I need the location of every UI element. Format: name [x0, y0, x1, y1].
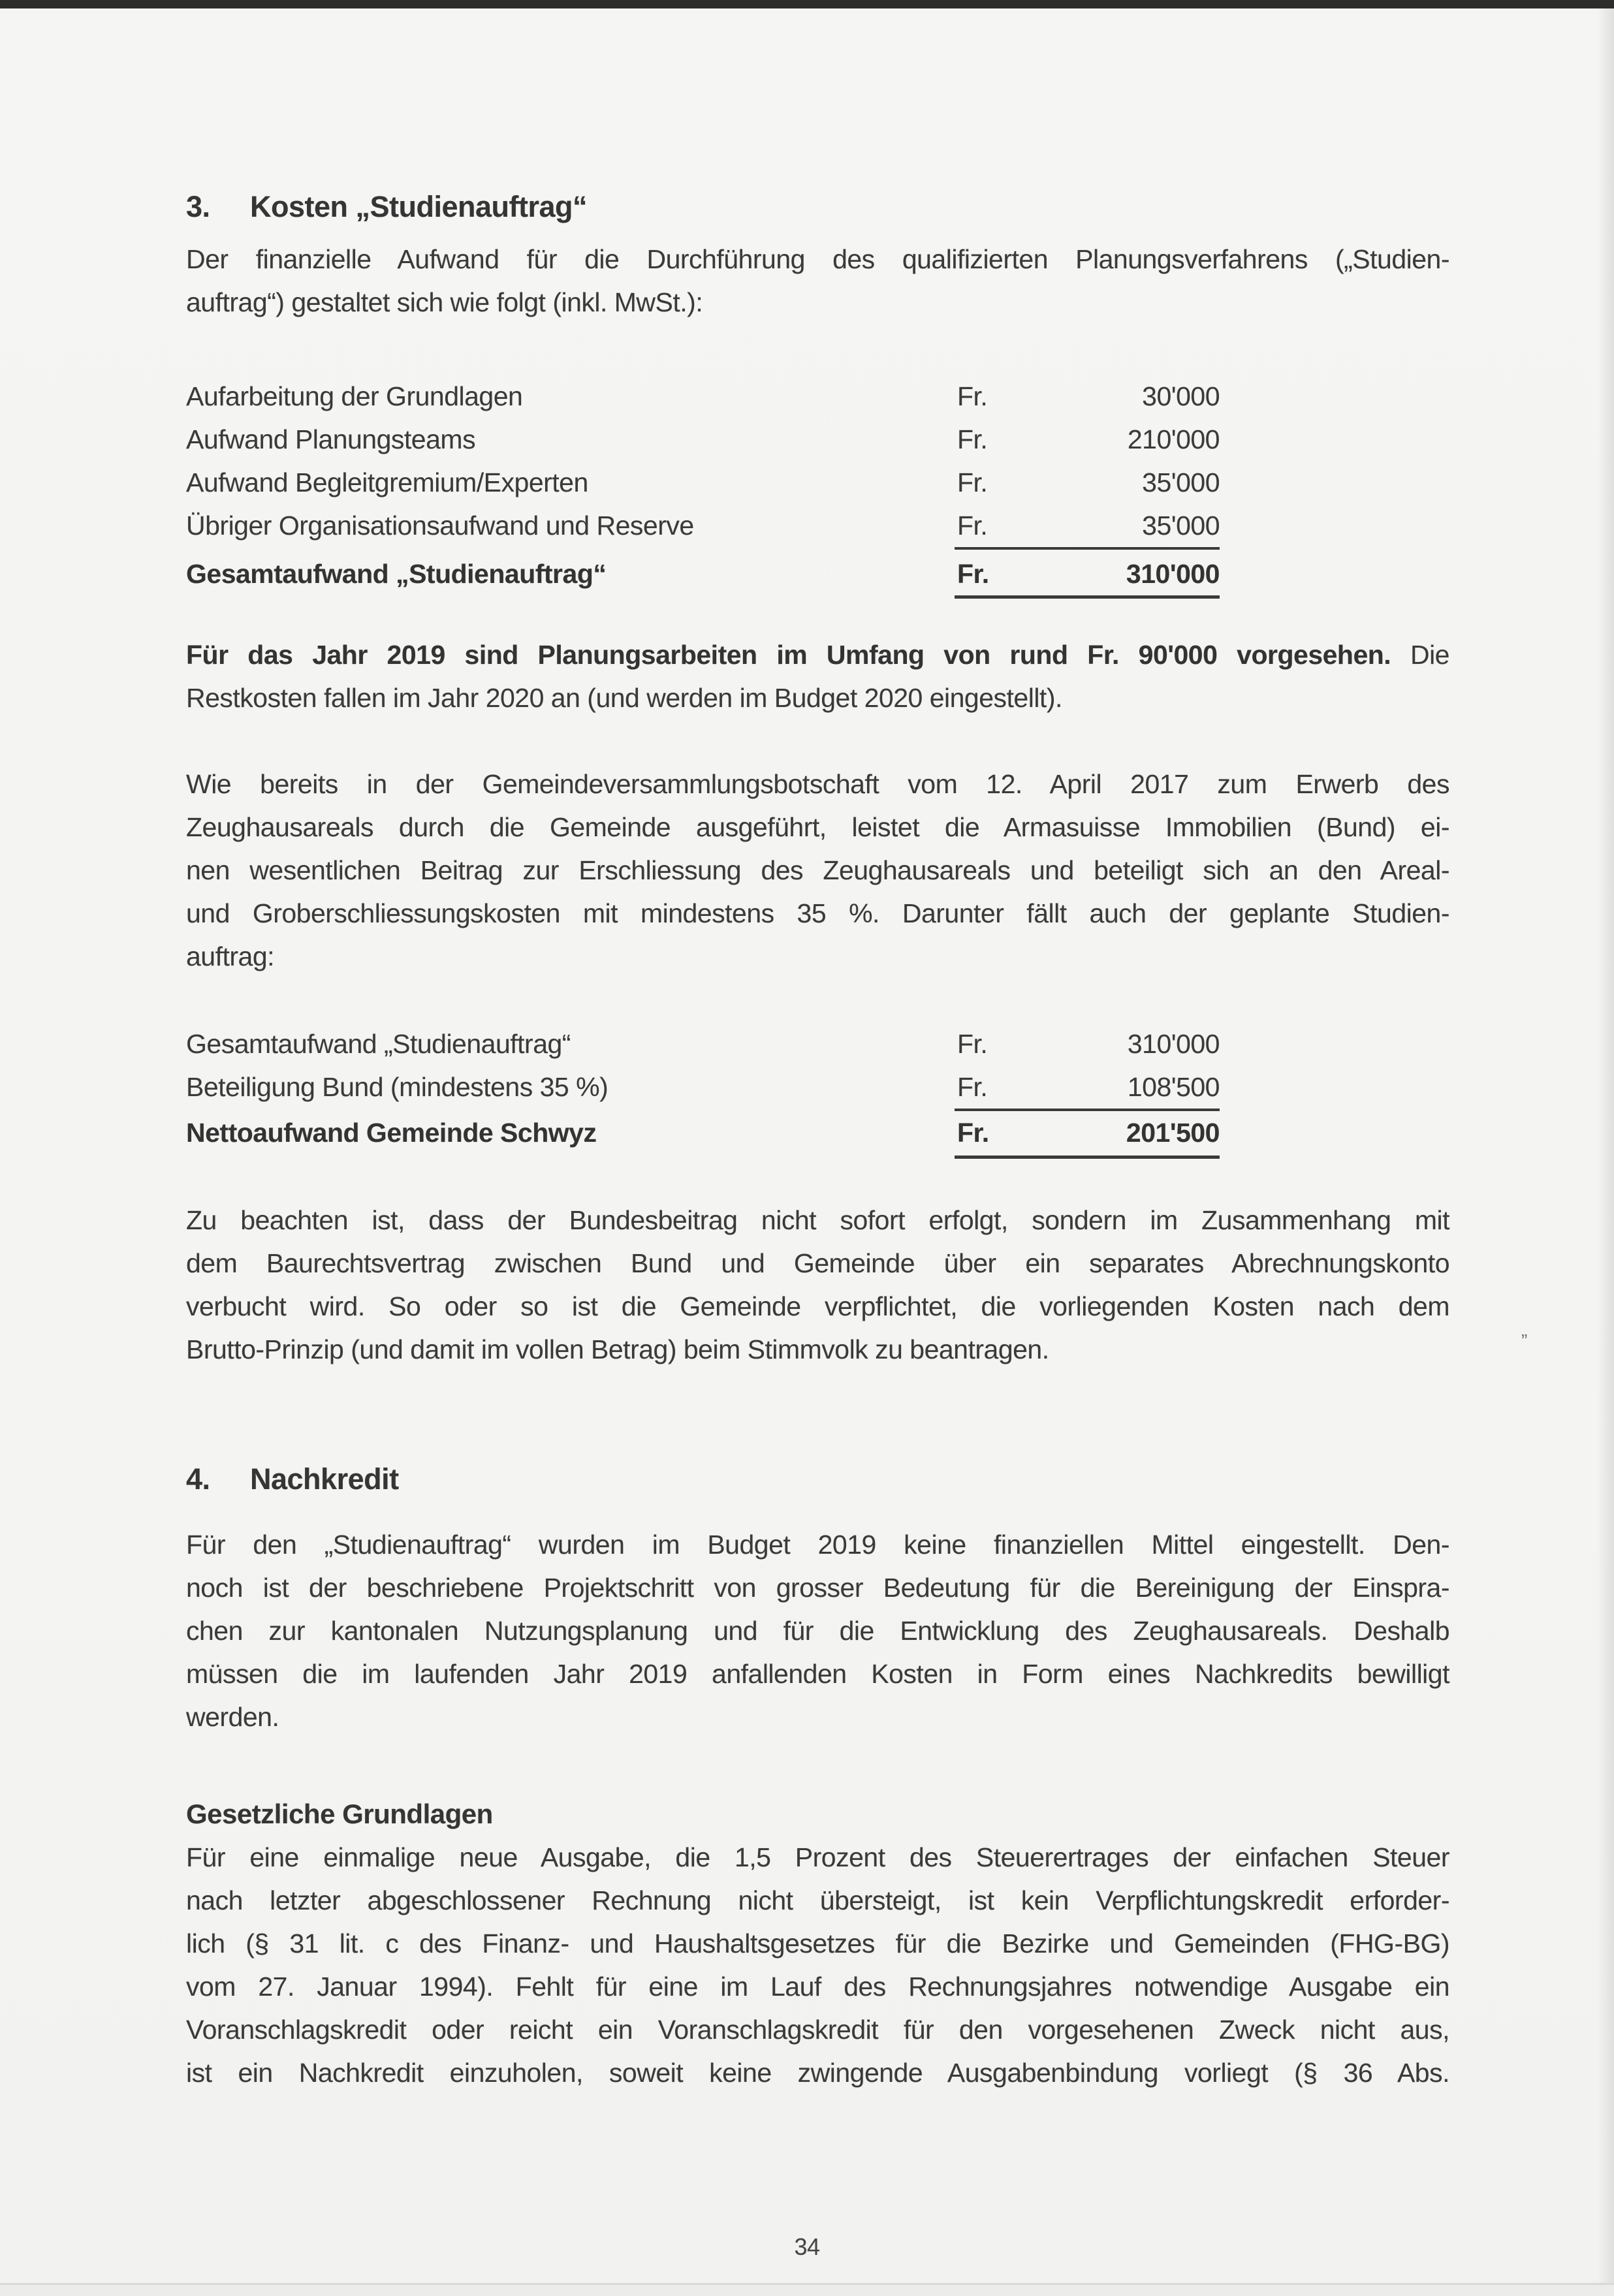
section-4-heading [186, 1458, 1449, 1501]
cost-label: Gesamtaufwand „Studienauftrag“ [186, 559, 607, 589]
cost-amount: 108'500 [1127, 1072, 1220, 1102]
cost-table-row [186, 504, 1220, 547]
paragraph-budget-note [186, 633, 1449, 719]
currency-label: Fr. [957, 511, 988, 541]
paragraph-nachkredit [186, 1523, 1449, 1738]
scan-edge-bottom-shade [0, 2283, 1614, 2296]
paragraph-nachkredit-line: müssen die im laufenden Jahr 2019 anfallenden Kosten in Form eines Nachkredits bewilligt [186, 1659, 1449, 1689]
page-number: 34 [794, 2233, 820, 2260]
paragraph-legal-basis-line: lich (§ 31 lit. c des Finanz- und Haushaltsgesetzes für die Bezirke und Gemeinden (FHG-BG) [186, 1928, 1449, 1958]
budget-note-tail: Die [1410, 640, 1449, 670]
currency-label: Fr. [957, 1029, 988, 1059]
paragraph-armasuisse-line: und Groberschliessungskosten mit mindestens 35 %. Darunter fällt auch der geplante Studien- [186, 898, 1449, 928]
paragraph-legal-basis-line: vom 27. Januar 1994). Fehlt für eine im Lauf des Rechnungsjahres notwendige Ausgabe ein [186, 1972, 1449, 2002]
cost-table-row [186, 418, 1220, 461]
total-rule [955, 595, 1220, 599]
section-3-title: Kosten „Studienauftrag“ [250, 190, 588, 223]
net-cost-table-row [186, 1022, 1220, 1065]
paragraph-nachkredit-line: chen zur kantonalen Nutzungsplanung und für die Entwicklung des Zeughausareals. Deshalb [186, 1616, 1449, 1646]
currency-label: Fr. [957, 381, 988, 411]
cost-label: Übriger Organisationsaufwand und Reserve [186, 511, 694, 541]
paragraph-armasuisse-line: Zeughausareals durch die Gemeinde ausgeführt, leistet die Armasuisse Immobilien (Bund) ei- [186, 812, 1449, 842]
cost-amount: 201'500 [1126, 1118, 1220, 1148]
subtotal-rule [955, 547, 1220, 550]
currency-label: Fr. [957, 1072, 988, 1102]
cost-label: Aufwand Begleitgremium/Experten [186, 467, 588, 497]
net-cost-table-total-row [186, 1111, 1220, 1154]
currency-label: Fr. [957, 559, 989, 589]
cost-amount: 210'000 [1127, 424, 1220, 454]
paragraph-legal-basis-line: Voranschlagskredit oder reicht ein Voranschlagskredit für den vorgesehenen Zweck nicht aus, [186, 2015, 1449, 2045]
total-rule [955, 1156, 1220, 1159]
cost-amount: 30'000 [1142, 381, 1220, 411]
cost-amount: 310'000 [1127, 1029, 1220, 1059]
cost-label: Beteiligung Bund (mindestens 35 %) [186, 1072, 609, 1102]
scan-speck-artifact: ” [1521, 1330, 1528, 1351]
cost-label: Aufarbeitung der Grundlagen [186, 381, 523, 411]
cost-label: Gesamtaufwand „Studienauftrag“ [186, 1029, 571, 1059]
paragraph-armasuisse-line: auftrag: [186, 941, 275, 971]
paragraph-legal-basis [186, 1836, 1449, 2094]
cost-table-row [186, 375, 1220, 418]
paragraph-brutto-prinzip [186, 1199, 1449, 1371]
cost-table-row [186, 461, 1220, 504]
legal-basis-heading: Gesetzliche Grundlagen [186, 1799, 493, 1829]
paragraph-armasuisse-line: Wie bereits in der Gemeindeversammlungsbotschaft vom 12. April 2017 zum Erwerb des [186, 769, 1449, 799]
cost-label: Aufwand Planungsteams [186, 424, 476, 454]
section-3-number: 3. [186, 190, 210, 223]
currency-label: Fr. [957, 1118, 989, 1148]
cost-amount: 310'000 [1126, 559, 1220, 589]
section-4-number: 4. [186, 1462, 210, 1496]
cost-table-total-row [186, 552, 1220, 595]
scan-edge-right-shade [1597, 8, 1614, 2283]
paragraph-budget-note-line: Restkosten fallen im Jahr 2020 an (und werden im Budget 2020 eingestellt). [186, 683, 1062, 713]
paragraph-armasuisse-line: nen wesentlichen Beitrag zur Erschliessung des Zeughausareals und beteiligt sich an den Areal- [186, 855, 1449, 885]
section-4-title: Nachkredit [250, 1462, 399, 1496]
paragraph-nachkredit-line: noch ist der beschriebene Projektschritt von grosser Bedeutung für die Bereinigung der Einspra- [186, 1573, 1449, 1603]
net-cost-table-row [186, 1065, 1220, 1109]
paragraph-intro [186, 238, 1449, 324]
paragraph-armasuisse [186, 763, 1449, 978]
currency-label: Fr. [957, 424, 988, 454]
paragraph-intro-line: Der finanzielle Aufwand für die Durchführung des qualifizierten Planungsverfahrens („Studien- [186, 244, 1449, 274]
paragraph-brutto-prinzip-line: Zu beachten ist, dass der Bundesbeitrag nicht sofort erfolgt, sondern im Zusammenhang mit [186, 1205, 1449, 1235]
paragraph-brutto-prinzip-line: Brutto-Prinzip (und damit im vollen Betrag) beim Stimmvolk zu beantragen. [186, 1334, 1049, 1364]
paragraph-intro-line: auftrag“) gestaltet sich wie folgt (inkl. MwSt.): [186, 287, 703, 317]
paragraph-legal-basis-line: ist ein Nachkredit einzuholen, soweit keine zwingende Ausgabenbindung vorliegt (§ 36 Abs. [186, 2058, 1449, 2088]
paragraph-legal-basis-line: Für eine einmalige neue Ausgabe, die 1,5 Prozent des Steuerertrages der einfachen Steuer [186, 1842, 1449, 1872]
paragraph-brutto-prinzip-line: verbucht wird. So oder so ist die Gemeinde verpflichtet, die vorliegenden Kosten nach dem [186, 1291, 1449, 1321]
budget-note-bold: Für das Jahr 2019 sind Planungsarbeiten im Umfang von rund Fr. 90'000 vorgesehen. [186, 640, 1391, 670]
cost-amount: 35'000 [1142, 467, 1220, 497]
paragraph-budget-note-line [186, 633, 1449, 676]
currency-label: Fr. [957, 467, 988, 497]
scan-edge-top-bar [0, 0, 1614, 8]
cost-amount: 35'000 [1142, 511, 1220, 541]
paragraph-brutto-prinzip-line: dem Baurechtsvertrag zwischen Bund und Gemeinde über ein separates Abrechnungskonto [186, 1248, 1449, 1278]
paragraph-nachkredit-line: Für den „Studienauftrag“ wurden im Budget 2019 keine finanziellen Mittel eingestellt. Den- [186, 1530, 1449, 1560]
paragraph-legal-basis-line: nach letzter abgeschlossener Rechnung nicht übersteigt, ist kein Verpflichtungskredit erforder- [186, 1885, 1449, 1915]
section-3-heading [186, 185, 1449, 228]
cost-label: Nettoaufwand Gemeinde Schwyz [186, 1118, 597, 1148]
paragraph-nachkredit-line: werden. [186, 1702, 279, 1732]
